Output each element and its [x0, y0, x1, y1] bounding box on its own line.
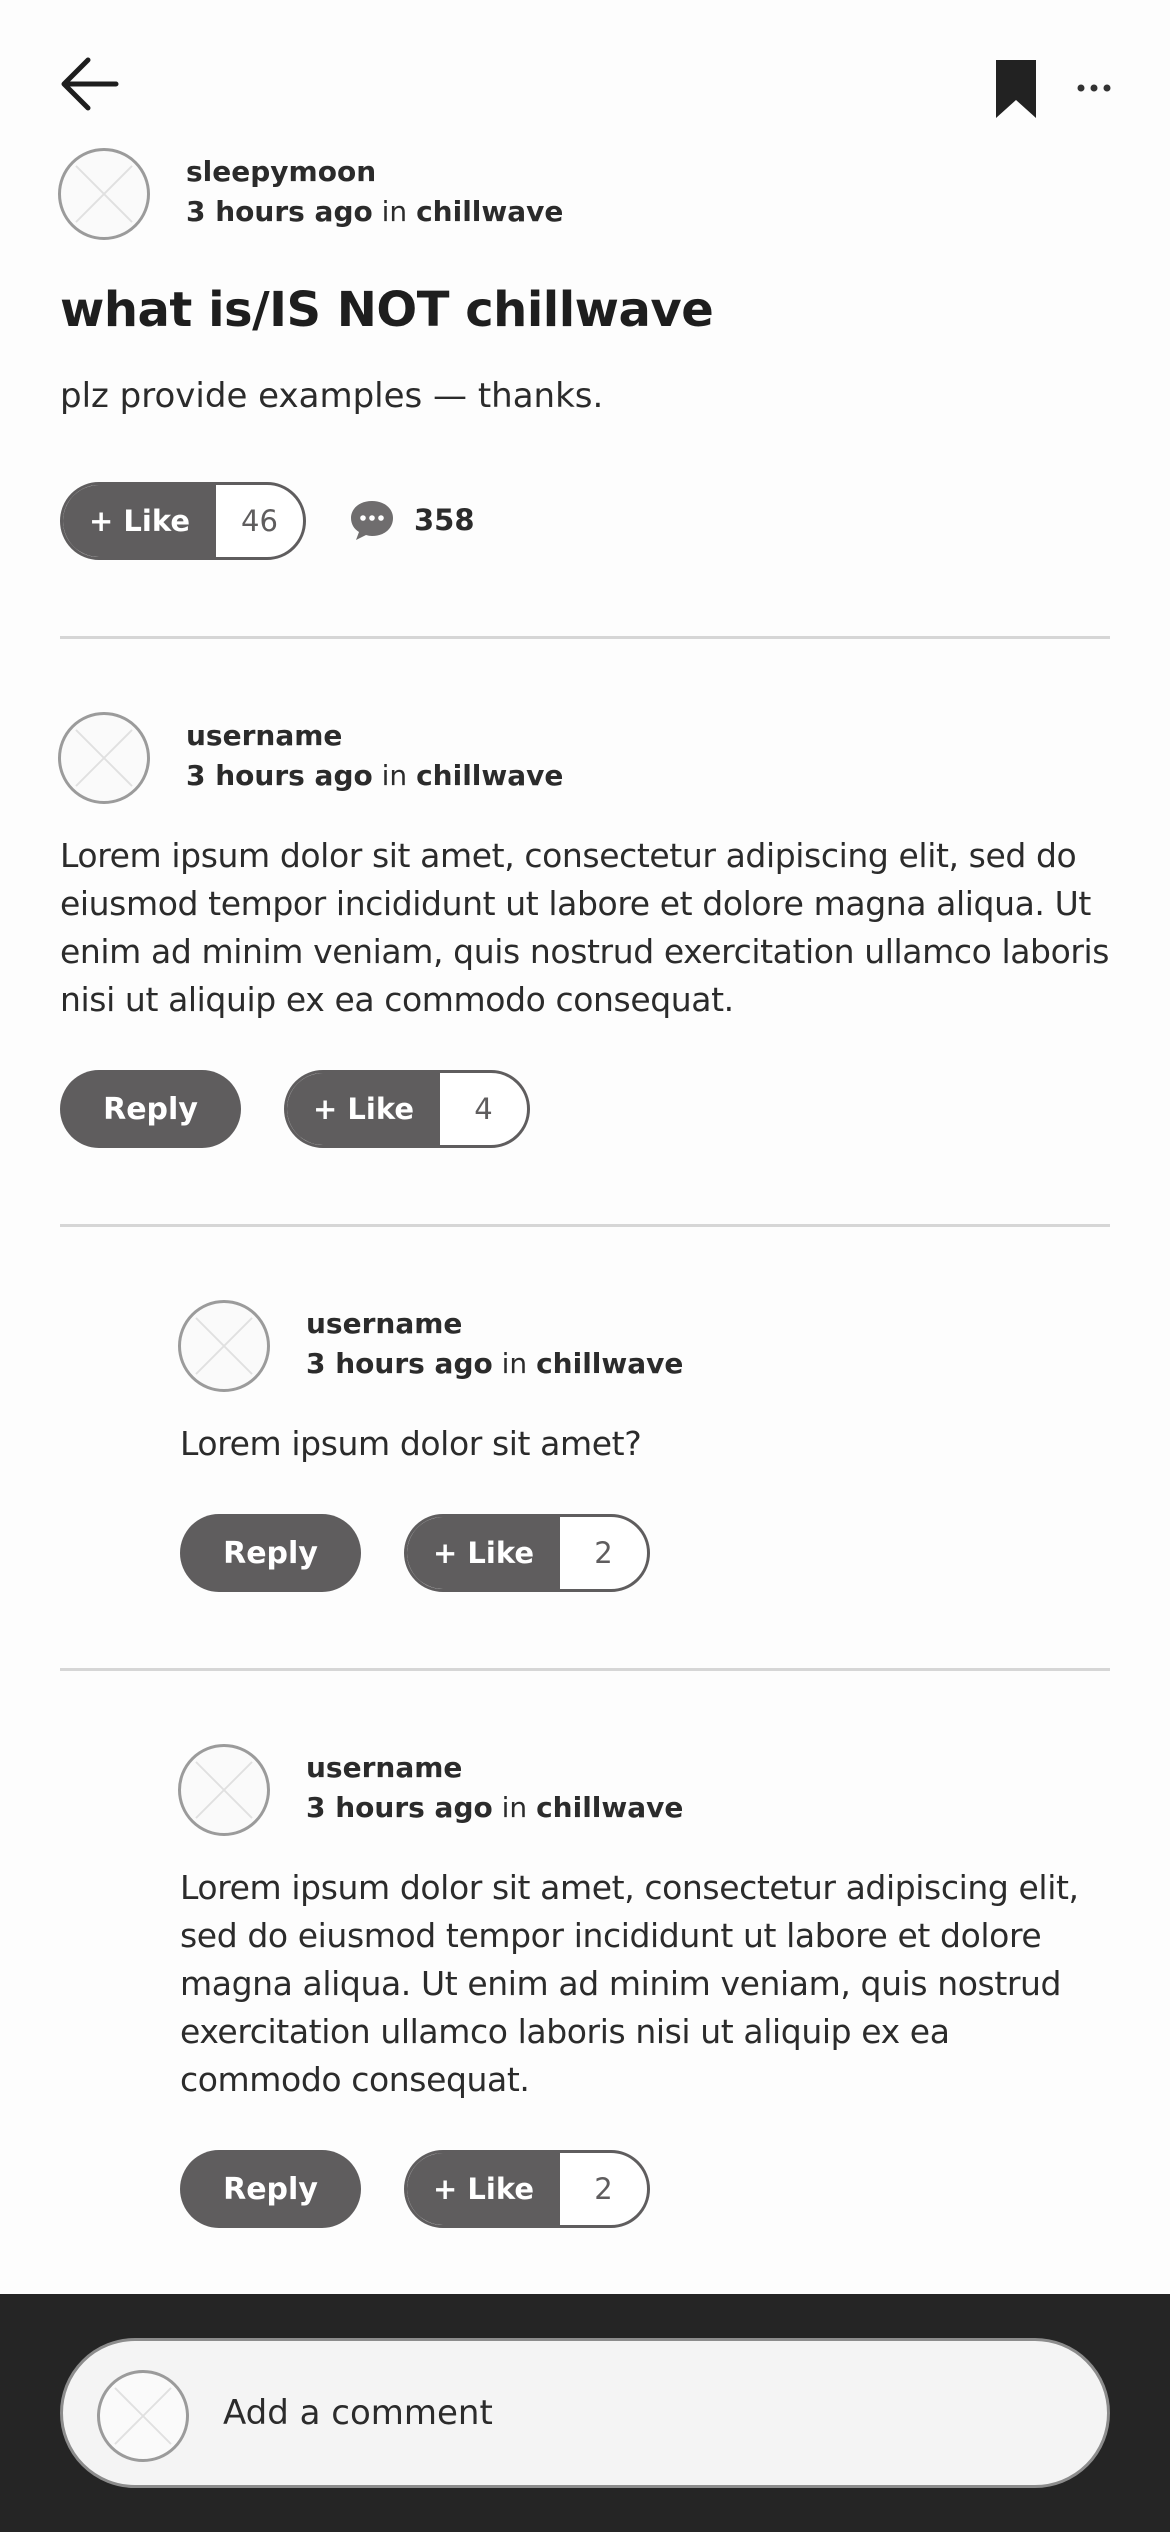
- comment-timestamp: 3 hours ago: [306, 1791, 493, 1824]
- add-comment-input[interactable]: [60, 2338, 1110, 2488]
- post-body: plz provide examples — thanks.: [60, 376, 604, 416]
- current-user-avatar: [97, 2370, 189, 2462]
- more-horizontal-icon: [1076, 80, 1112, 96]
- comment-avatar[interactable]: [178, 1300, 270, 1392]
- comment-body: Lorem ipsum dolor sit amet?: [180, 1424, 642, 1463]
- comment-like-button[interactable]: [404, 2150, 650, 2228]
- comment-timestamp: 3 hours ago: [186, 759, 373, 792]
- comment-timestamp: 3 hours ago: [306, 1347, 493, 1380]
- like-count: 46: [241, 504, 278, 538]
- comment-category-link[interactable]: chillwave: [416, 759, 564, 792]
- back-button[interactable]: [58, 56, 120, 112]
- post-in-label: in: [381, 195, 408, 228]
- comment-author-name[interactable]: username: [186, 719, 343, 752]
- comment-avatar[interactable]: [58, 712, 150, 804]
- post-author-name[interactable]: sleepymoon: [186, 155, 377, 188]
- add-comment-placeholder: Add a comment: [223, 2393, 493, 2433]
- avatar-placeholder-icon: [100, 2373, 186, 2459]
- avatar-placeholder-icon: [181, 1303, 267, 1389]
- avatar-placeholder-icon: [181, 1747, 267, 1833]
- like-count: 2: [594, 1536, 613, 1570]
- comment-like-button[interactable]: [404, 1514, 650, 1592]
- post-meta: [186, 195, 563, 228]
- bookmark-icon: [994, 58, 1038, 120]
- comment-body: Lorem ipsum dolor sit amet, consectetur adipiscing elit, sed do eiusmod tempor incididunt ut labore et dolore magna aliqua. Ut enim ad minim veniam, quis nostrud exercitation ullamco laboris nisi ut aliquip ex ea commodo consequat.: [180, 1868, 1079, 2099]
- comment-like-button[interactable]: [284, 1070, 530, 1148]
- reply-button[interactable]: Reply: [180, 1514, 361, 1592]
- reply-button[interactable]: Reply: [60, 1070, 241, 1148]
- reply-button[interactable]: Reply: [180, 2150, 361, 2228]
- comment-category-link[interactable]: chillwave: [536, 1791, 684, 1824]
- comment-count-button[interactable]: [348, 498, 475, 542]
- chat-bubble-icon: [348, 498, 396, 542]
- post-like-button[interactable]: [60, 482, 306, 560]
- comment-in-label: in: [501, 1791, 528, 1824]
- like-label: + Like: [63, 485, 216, 557]
- avatar-placeholder-icon: [61, 151, 147, 237]
- avatar-placeholder-icon: [61, 715, 147, 801]
- post-title: what is/IS NOT chillwave: [60, 282, 714, 338]
- comment-body: Lorem ipsum dolor sit amet, consectetur adipiscing elit, sed do eiusmod tempor incididunt ut labore et dolore magna aliqua. Ut enim ad minim veniam, quis nostrud exercitation ullamco laboris nisi ut aliquip ex ea commodo consequat.: [60, 836, 1110, 1019]
- divider: [60, 1224, 1110, 1227]
- divider: [60, 636, 1110, 639]
- comment-avatar[interactable]: [178, 1744, 270, 1836]
- like-label: + Like: [287, 1073, 440, 1145]
- post-timestamp: 3 hours ago: [186, 195, 373, 228]
- like-label: + Like: [407, 2153, 560, 2225]
- comment-in-label: in: [501, 1347, 528, 1380]
- more-options-button[interactable]: [1076, 80, 1112, 96]
- comment-author-name[interactable]: username: [306, 1751, 463, 1784]
- post-author-avatar[interactable]: [58, 148, 150, 240]
- comment-meta: [186, 759, 563, 792]
- comment-author-name[interactable]: username: [306, 1307, 463, 1340]
- bookmark-button[interactable]: [994, 58, 1038, 120]
- like-count: 4: [474, 1092, 493, 1126]
- comment-meta: [306, 1791, 683, 1824]
- post-category-link[interactable]: chillwave: [416, 195, 564, 228]
- comment-count: 358: [414, 503, 475, 537]
- arrow-left-icon: [58, 56, 120, 112]
- comment-meta: [306, 1347, 683, 1380]
- comment-in-label: in: [381, 759, 408, 792]
- like-count: 2: [594, 2172, 613, 2206]
- like-label: + Like: [407, 1517, 560, 1589]
- comment-category-link[interactable]: chillwave: [536, 1347, 684, 1380]
- divider: [60, 1668, 1110, 1671]
